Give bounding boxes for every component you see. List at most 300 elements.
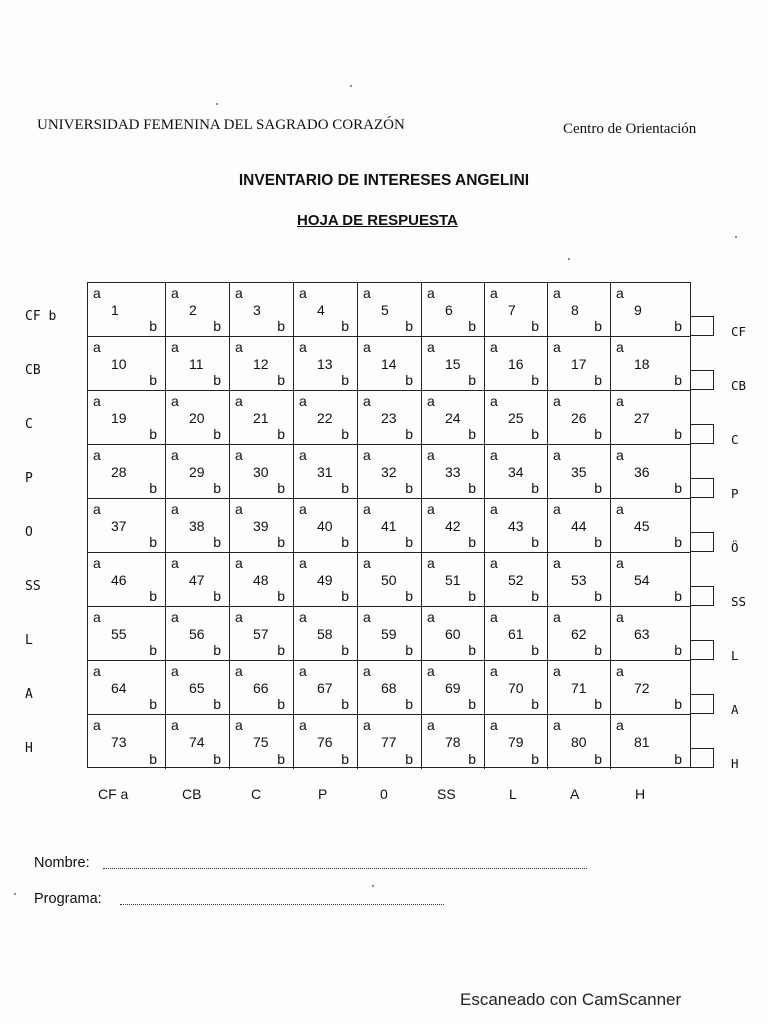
item-number: 65	[189, 680, 205, 696]
answer-cell[interactable]	[88, 337, 166, 391]
row-label: CF b	[25, 309, 57, 324]
answer-cell[interactable]	[422, 337, 485, 391]
item-number: 44	[571, 518, 587, 534]
option-b-label: b	[341, 751, 349, 767]
answer-cell[interactable]	[230, 661, 294, 715]
option-a-label: a	[299, 447, 307, 463]
item-number: 79	[508, 734, 524, 750]
option-b-label: b	[149, 642, 157, 658]
option-b-label: b	[405, 426, 413, 442]
option-a-label: a	[427, 501, 435, 517]
column-label: C	[251, 786, 262, 802]
answer-cell[interactable]	[358, 283, 422, 337]
answer-cell[interactable]	[548, 715, 611, 769]
item-number: 2	[189, 302, 197, 318]
option-a-label: a	[299, 609, 307, 625]
answer-cell[interactable]	[230, 337, 294, 391]
answer-cell[interactable]	[548, 607, 611, 661]
scan-speck	[735, 236, 737, 238]
option-b-label: b	[149, 751, 157, 767]
item-number: 14	[381, 356, 397, 372]
option-a-label: a	[171, 501, 179, 517]
option-a-label: a	[616, 609, 624, 625]
answer-cell[interactable]	[485, 553, 548, 607]
item-number: 57	[253, 626, 269, 642]
answer-cell[interactable]	[485, 661, 548, 715]
option-b-label: b	[674, 480, 682, 496]
option-a-label: a	[616, 501, 624, 517]
item-number: 23	[381, 410, 397, 426]
option-a-label: a	[93, 393, 101, 409]
item-number: 58	[317, 626, 333, 642]
option-a-label: a	[93, 339, 101, 355]
option-a-label: a	[171, 609, 179, 625]
item-number: 27	[634, 410, 650, 426]
answer-cell[interactable]	[611, 715, 690, 769]
item-number: 30	[253, 464, 269, 480]
score-bracket	[691, 370, 714, 390]
answer-cell[interactable]	[230, 445, 294, 499]
right-label: SS	[731, 594, 747, 609]
answer-cell[interactable]	[358, 553, 422, 607]
item-number: 40	[317, 518, 333, 534]
answer-cell[interactable]	[422, 499, 485, 553]
option-b-label: b	[341, 480, 349, 496]
column-label: SS	[437, 786, 456, 802]
option-a-label: a	[363, 609, 371, 625]
option-b-label: b	[213, 318, 221, 334]
column-label: A	[570, 786, 580, 802]
answer-cell[interactable]	[485, 337, 548, 391]
answer-cell[interactable]	[88, 283, 166, 337]
item-number: 25	[508, 410, 524, 426]
option-a-label: a	[553, 663, 561, 679]
option-b-label: b	[468, 642, 476, 658]
answer-cell[interactable]	[358, 715, 422, 769]
answer-cell[interactable]	[166, 553, 230, 607]
answer-cell[interactable]	[422, 607, 485, 661]
answer-cell[interactable]	[611, 337, 690, 391]
option-a-label: a	[363, 663, 371, 679]
program-field[interactable]	[120, 903, 444, 905]
answer-cell[interactable]	[230, 715, 294, 769]
option-a-label: a	[427, 555, 435, 571]
option-b-label: b	[405, 318, 413, 334]
item-number: 12	[253, 356, 269, 372]
answer-cell[interactable]	[358, 445, 422, 499]
option-a-label: a	[427, 339, 435, 355]
item-number: 49	[317, 572, 333, 588]
item-number: 22	[317, 410, 333, 426]
option-b-label: b	[213, 426, 221, 442]
answer-cell[interactable]	[548, 553, 611, 607]
item-number: 48	[253, 572, 269, 588]
answer-cell[interactable]	[294, 715, 358, 769]
option-b-label: b	[468, 751, 476, 767]
answer-cell[interactable]	[548, 337, 611, 391]
column-label: 0	[380, 786, 388, 802]
option-b-label: b	[213, 751, 221, 767]
item-number: 39	[253, 518, 269, 534]
item-number: 78	[445, 734, 461, 750]
option-a-label: a	[235, 393, 243, 409]
answer-cell[interactable]	[166, 337, 230, 391]
item-number: 31	[317, 464, 333, 480]
answer-cell[interactable]	[230, 391, 294, 445]
answer-cell[interactable]	[485, 445, 548, 499]
answer-cell[interactable]	[166, 715, 230, 769]
answer-cell[interactable]	[166, 283, 230, 337]
answer-cell[interactable]	[230, 499, 294, 553]
answer-cell[interactable]	[88, 499, 166, 553]
option-a-label: a	[616, 393, 624, 409]
answer-cell[interactable]	[166, 607, 230, 661]
option-b-label: b	[277, 480, 285, 496]
option-b-label: b	[405, 642, 413, 658]
answer-cell[interactable]	[611, 661, 690, 715]
item-number: 5	[381, 302, 389, 318]
item-number: 16	[508, 356, 524, 372]
score-bracket	[691, 478, 714, 498]
option-b-label: b	[405, 480, 413, 496]
option-b-label: b	[531, 318, 539, 334]
answer-cell[interactable]	[358, 337, 422, 391]
answer-cell[interactable]	[422, 661, 485, 715]
scan-speck	[350, 85, 352, 87]
option-b-label: b	[468, 588, 476, 604]
option-b-label: b	[405, 534, 413, 550]
option-b-label: b	[405, 696, 413, 712]
program-label: Programa:	[34, 891, 102, 907]
row-label: O	[25, 525, 33, 540]
item-number: 13	[317, 356, 333, 372]
item-number: 66	[253, 680, 269, 696]
option-a-label: a	[427, 609, 435, 625]
item-number: 36	[634, 464, 650, 480]
option-b-label: b	[213, 480, 221, 496]
option-b-label: b	[149, 696, 157, 712]
answer-cell[interactable]	[611, 283, 690, 337]
answer-cell[interactable]	[548, 391, 611, 445]
option-a-label: a	[171, 663, 179, 679]
option-b-label: b	[468, 534, 476, 550]
option-b-label: b	[674, 751, 682, 767]
row-label: A	[25, 687, 33, 702]
scan-speck	[216, 103, 218, 105]
column-label: P	[318, 786, 328, 802]
answer-cell[interactable]	[611, 445, 690, 499]
answer-cell[interactable]	[294, 607, 358, 661]
option-b-label: b	[341, 588, 349, 604]
item-number: 76	[317, 734, 333, 750]
option-b-label: b	[149, 534, 157, 550]
answer-cell[interactable]	[485, 499, 548, 553]
item-number: 9	[634, 302, 642, 318]
item-number: 29	[189, 464, 205, 480]
item-number: 35	[571, 464, 587, 480]
name-label: Nombre:	[34, 855, 90, 871]
option-a-label: a	[299, 501, 307, 517]
item-number: 17	[571, 356, 587, 372]
answer-cell[interactable]	[294, 337, 358, 391]
option-b-label: b	[594, 696, 602, 712]
option-b-label: b	[468, 480, 476, 496]
right-label: CF	[731, 324, 747, 339]
answer-cell[interactable]	[294, 553, 358, 607]
answer-cell[interactable]	[294, 661, 358, 715]
option-b-label: b	[674, 426, 682, 442]
item-number: 38	[189, 518, 205, 534]
option-a-label: a	[553, 339, 561, 355]
option-b-label: b	[277, 751, 285, 767]
item-number: 8	[571, 302, 579, 318]
answer-cell[interactable]	[358, 391, 422, 445]
document-subtitle: HOJA DE RESPUESTA	[297, 212, 458, 229]
option-a-label: a	[490, 609, 498, 625]
option-b-label: b	[594, 588, 602, 604]
option-b-label: b	[674, 534, 682, 550]
answer-cell[interactable]	[358, 661, 422, 715]
answer-cell[interactable]	[88, 661, 166, 715]
option-a-label: a	[171, 393, 179, 409]
answer-cell[interactable]	[611, 607, 690, 661]
option-b-label: b	[277, 426, 285, 442]
option-b-label: b	[213, 372, 221, 388]
answer-cell[interactable]	[88, 553, 166, 607]
column-label: CB	[182, 786, 202, 802]
right-label: L	[731, 648, 739, 663]
answer-cell[interactable]	[88, 715, 166, 769]
item-number: 62	[571, 626, 587, 642]
option-b-label: b	[277, 588, 285, 604]
answer-cell[interactable]	[166, 445, 230, 499]
answer-cell[interactable]	[358, 607, 422, 661]
item-number: 69	[445, 680, 461, 696]
option-b-label: b	[531, 426, 539, 442]
answer-cell[interactable]	[166, 391, 230, 445]
option-a-label: a	[427, 663, 435, 679]
item-number: 67	[317, 680, 333, 696]
option-a-label: a	[299, 663, 307, 679]
answer-cell[interactable]	[294, 445, 358, 499]
answer-cell[interactable]	[611, 499, 690, 553]
score-bracket	[691, 424, 714, 444]
option-b-label: b	[531, 534, 539, 550]
university-name: UNIVERSIDAD FEMENINA DEL SAGRADO CORAZÓN	[37, 117, 405, 133]
score-bracket	[691, 694, 714, 714]
answer-cell[interactable]	[611, 553, 690, 607]
option-b-label: b	[674, 642, 682, 658]
answer-cell[interactable]	[230, 607, 294, 661]
item-number: 59	[381, 626, 397, 642]
answer-cell[interactable]	[548, 283, 611, 337]
answer-cell[interactable]	[230, 283, 294, 337]
option-b-label: b	[674, 696, 682, 712]
item-number: 45	[634, 518, 650, 534]
right-label: CB	[731, 378, 747, 393]
option-a-label: a	[171, 447, 179, 463]
name-field[interactable]	[103, 867, 587, 869]
option-a-label: a	[490, 501, 498, 517]
option-b-label: b	[531, 588, 539, 604]
option-a-label: a	[235, 339, 243, 355]
option-b-label: b	[341, 426, 349, 442]
item-number: 15	[445, 356, 461, 372]
item-number: 10	[111, 356, 127, 372]
option-a-label: a	[490, 555, 498, 571]
item-number: 55	[111, 626, 127, 642]
item-number: 24	[445, 410, 461, 426]
answer-cell[interactable]	[230, 553, 294, 607]
option-a-label: a	[93, 717, 101, 733]
option-a-label: a	[490, 393, 498, 409]
option-a-label: a	[490, 285, 498, 301]
option-a-label: a	[553, 393, 561, 409]
option-b-label: b	[674, 372, 682, 388]
option-b-label: b	[405, 588, 413, 604]
option-a-label: a	[616, 339, 624, 355]
row-label: P	[25, 471, 33, 486]
option-b-label: b	[594, 480, 602, 496]
answer-cell[interactable]	[88, 391, 166, 445]
option-a-label: a	[427, 393, 435, 409]
answer-cell[interactable]	[548, 661, 611, 715]
answer-cell[interactable]	[88, 607, 166, 661]
answer-cell[interactable]	[166, 661, 230, 715]
answer-cell[interactable]	[422, 391, 485, 445]
item-number: 50	[381, 572, 397, 588]
option-b-label: b	[213, 588, 221, 604]
right-label: A	[731, 702, 739, 717]
option-b-label: b	[531, 642, 539, 658]
option-b-label: b	[149, 318, 157, 334]
option-b-label: b	[531, 751, 539, 767]
item-number: 53	[571, 572, 587, 588]
score-bracket	[691, 532, 714, 552]
option-a-label: a	[235, 663, 243, 679]
option-b-label: b	[531, 480, 539, 496]
option-a-label: a	[93, 285, 101, 301]
scan-speck	[568, 258, 570, 260]
answer-cell[interactable]	[485, 715, 548, 769]
item-number: 32	[381, 464, 397, 480]
answer-cell[interactable]	[294, 283, 358, 337]
option-b-label: b	[277, 642, 285, 658]
option-a-label: a	[427, 447, 435, 463]
option-a-label: a	[299, 285, 307, 301]
item-number: 77	[381, 734, 397, 750]
item-number: 34	[508, 464, 524, 480]
answer-cell[interactable]	[485, 607, 548, 661]
option-a-label: a	[553, 447, 561, 463]
answer-cell[interactable]	[422, 553, 485, 607]
item-number: 3	[253, 302, 261, 318]
item-number: 20	[189, 410, 205, 426]
option-b-label: b	[341, 696, 349, 712]
option-b-label: b	[341, 534, 349, 550]
item-number: 60	[445, 626, 461, 642]
option-b-label: b	[594, 534, 602, 550]
option-a-label: a	[93, 555, 101, 571]
option-b-label: b	[341, 318, 349, 334]
row-label: C	[25, 417, 33, 432]
answer-cell[interactable]	[358, 499, 422, 553]
option-b-label: b	[594, 372, 602, 388]
answer-grid	[87, 282, 691, 768]
option-b-label: b	[674, 318, 682, 334]
option-b-label: b	[468, 318, 476, 334]
option-a-label: a	[363, 717, 371, 733]
answer-cell[interactable]	[294, 499, 358, 553]
option-a-label: a	[93, 609, 101, 625]
answer-cell[interactable]	[485, 391, 548, 445]
item-number: 75	[253, 734, 269, 750]
option-b-label: b	[277, 696, 285, 712]
score-bracket	[691, 748, 714, 768]
option-b-label: b	[149, 372, 157, 388]
item-number: 52	[508, 572, 524, 588]
row-label: L	[25, 633, 33, 648]
option-a-label: a	[235, 447, 243, 463]
option-a-label: a	[363, 339, 371, 355]
item-number: 33	[445, 464, 461, 480]
option-a-label: a	[616, 447, 624, 463]
option-b-label: b	[405, 372, 413, 388]
answer-cell[interactable]	[485, 283, 548, 337]
answer-cell[interactable]	[422, 283, 485, 337]
option-b-label: b	[149, 480, 157, 496]
answer-cell[interactable]	[166, 499, 230, 553]
row-label: CB	[25, 363, 41, 378]
option-a-label: a	[235, 609, 243, 625]
option-b-label: b	[468, 372, 476, 388]
option-a-label: a	[490, 339, 498, 355]
option-b-label: b	[594, 642, 602, 658]
answer-cell[interactable]	[422, 445, 485, 499]
option-a-label: a	[553, 501, 561, 517]
item-number: 37	[111, 518, 127, 534]
item-number: 21	[253, 410, 269, 426]
item-number: 64	[111, 680, 127, 696]
item-number: 1	[111, 302, 119, 318]
answer-cell[interactable]	[88, 445, 166, 499]
item-number: 68	[381, 680, 397, 696]
answer-cell[interactable]	[611, 391, 690, 445]
item-number: 11	[189, 356, 204, 372]
item-number: 70	[508, 680, 524, 696]
item-number: 56	[189, 626, 205, 642]
item-number: 46	[111, 572, 127, 588]
option-a-label: a	[363, 501, 371, 517]
item-number: 4	[317, 302, 325, 318]
orientation-center: Centro de Orientación	[563, 121, 697, 137]
option-a-label: a	[93, 447, 101, 463]
option-b-label: b	[594, 426, 602, 442]
column-label: L	[509, 786, 517, 802]
option-b-label: b	[149, 588, 157, 604]
answer-cell[interactable]	[422, 715, 485, 769]
option-a-label: a	[490, 663, 498, 679]
item-number: 51	[445, 572, 461, 588]
item-number: 43	[508, 518, 524, 534]
answer-cell[interactable]	[548, 499, 611, 553]
option-a-label: a	[427, 717, 435, 733]
item-number: 7	[508, 302, 516, 318]
option-b-label: b	[341, 372, 349, 388]
answer-cell[interactable]	[548, 445, 611, 499]
score-bracket	[691, 640, 714, 660]
answer-cell[interactable]	[294, 391, 358, 445]
